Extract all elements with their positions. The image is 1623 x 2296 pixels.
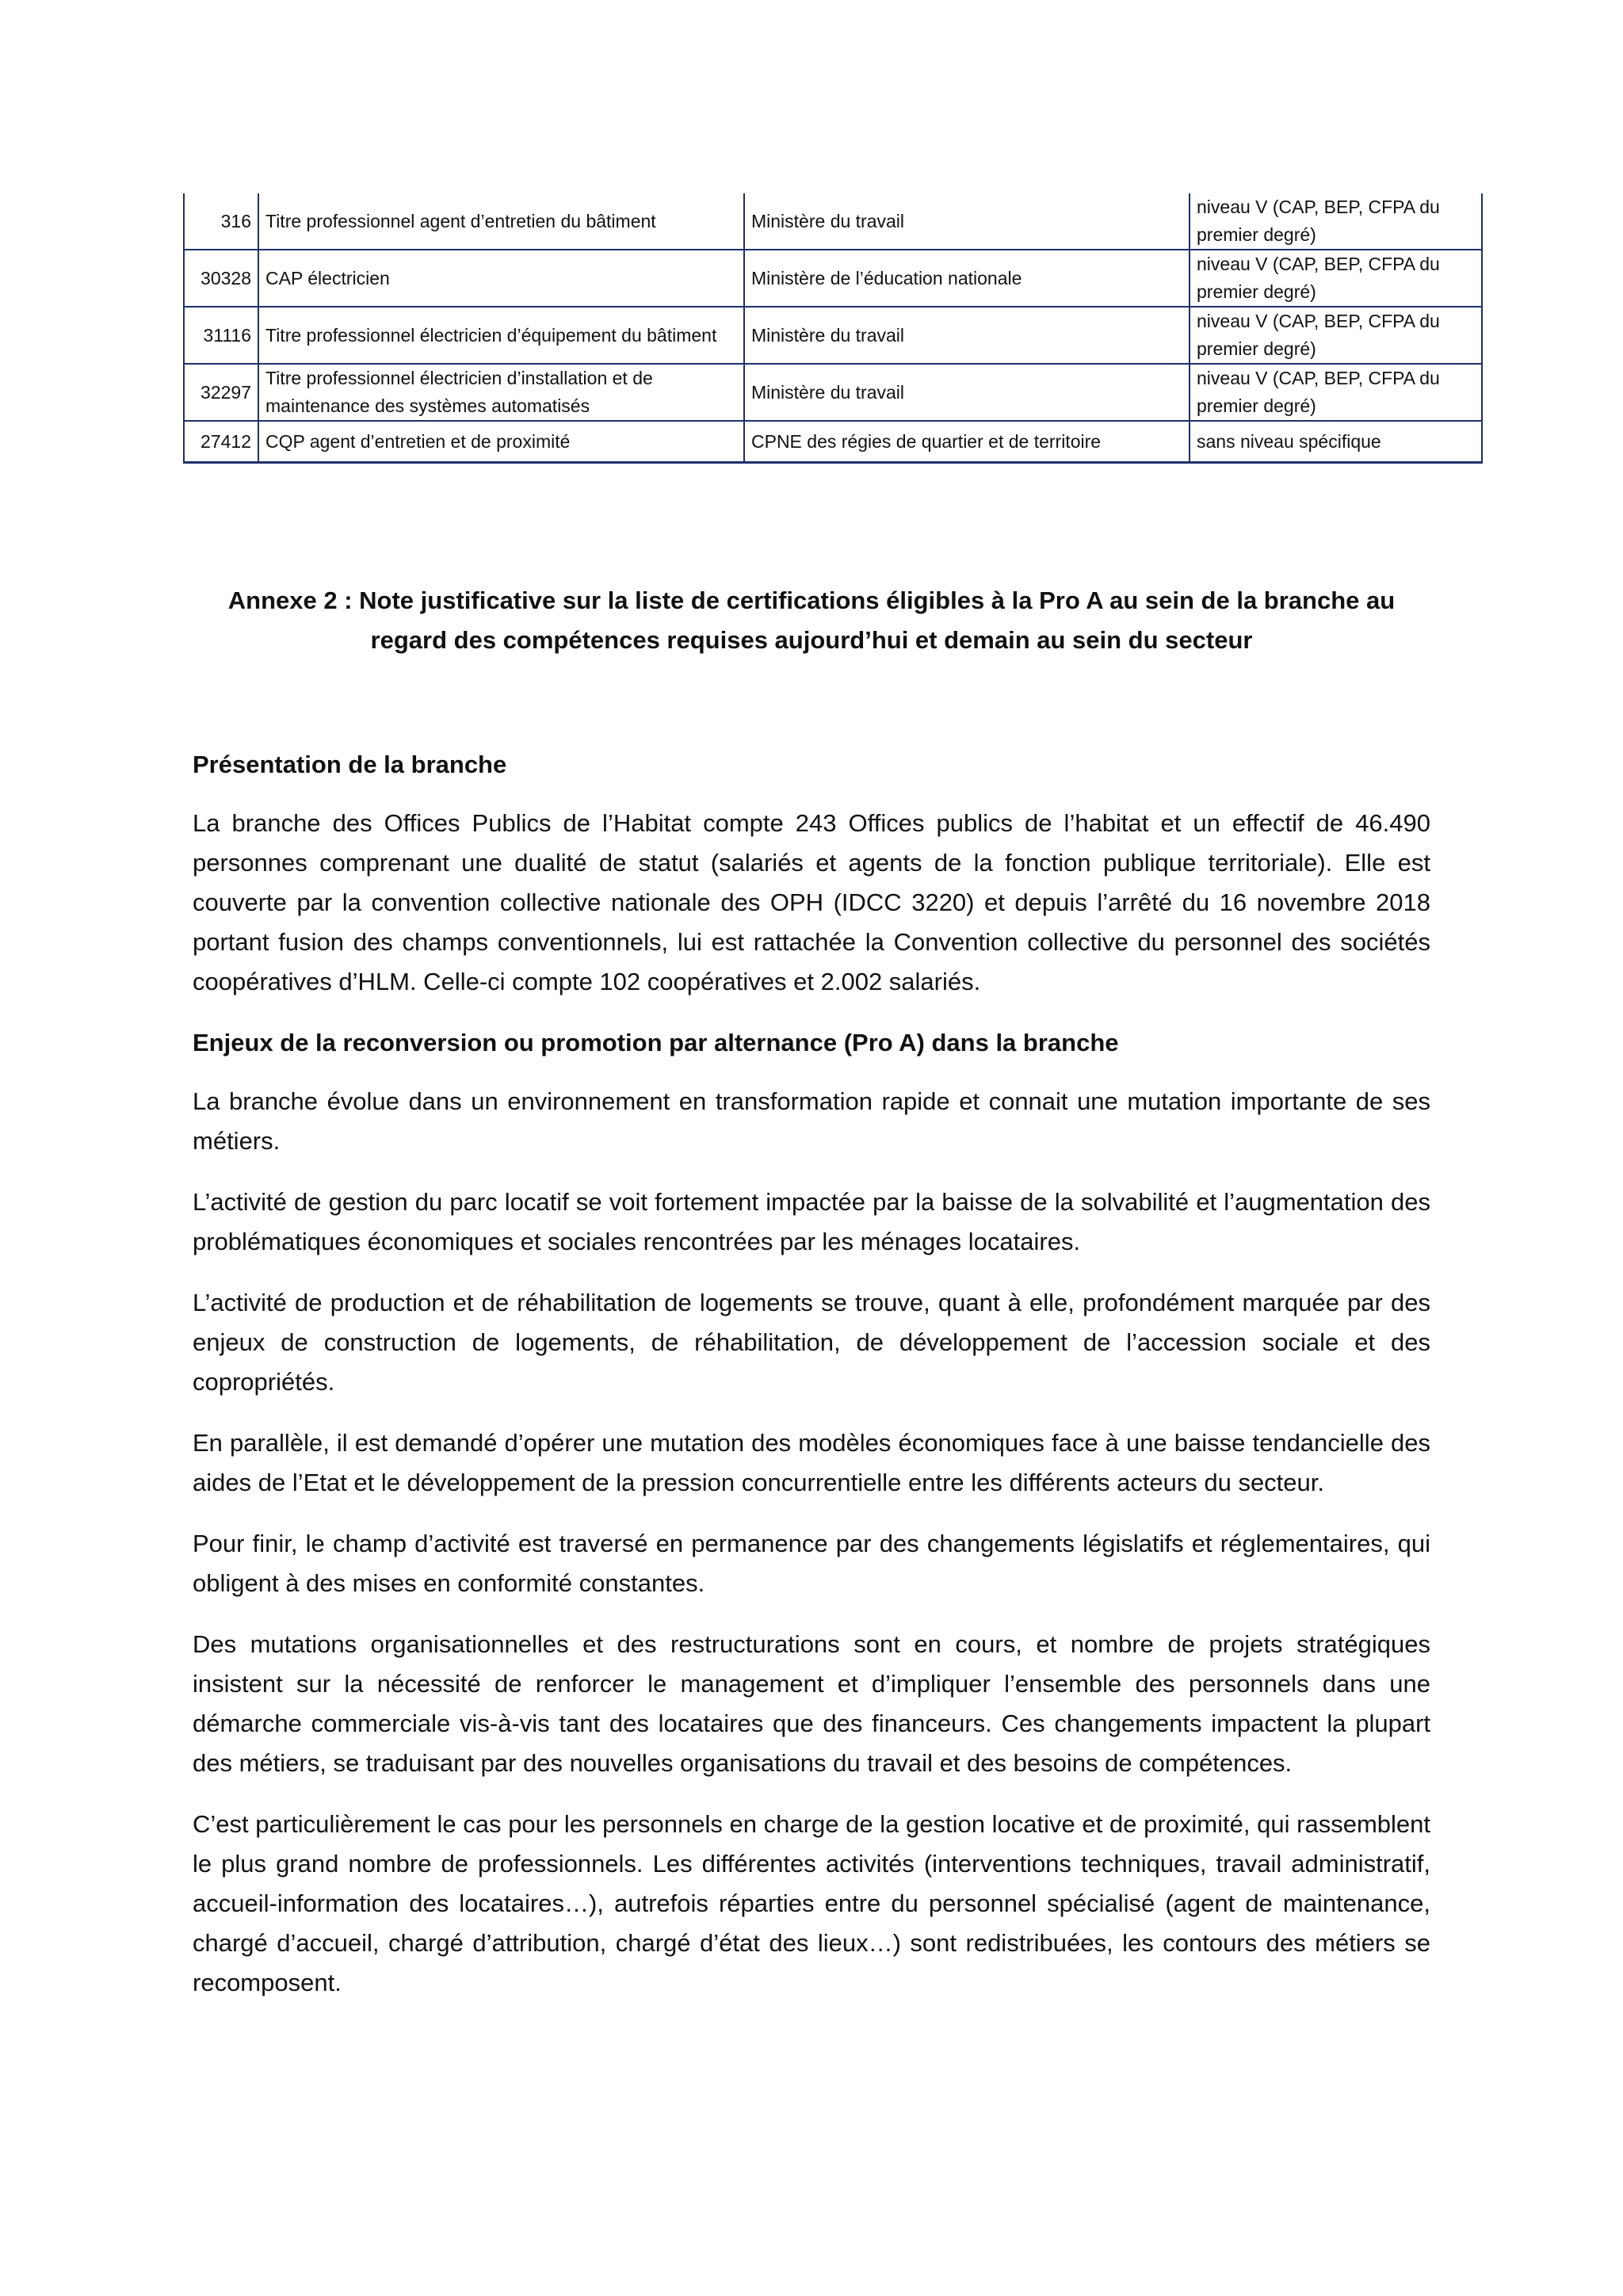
table-row	[184, 193, 1482, 250]
cert-ministry: CPNE des régies de quartier et de territoire	[744, 421, 1190, 463]
paragraph: L’activité de gestion du parc locatif se voit fortement impactée par la baisse de la solvabilité et l’augmentation des problématiques économiques et sociales rencontrées par les ménages locataires.	[193, 1188, 1430, 1255]
table-row	[184, 307, 1482, 364]
paragraph: La branche des Offices Publics de l’Habitat compte 243 Offices publics de l’habitat et un effectif de 46.490 personnes comprenant une dualité de statut (salariés et agents de la fonction publique territoriale). Elle est couverte par la convention collective nationale des OPH (IDCC 3220) et depuis l’arrêté du 16 novembre 2018 portant fusion des champs conventionnels, lui est rattachée la Convention collective du personnel des sociétés coopératives d’HLM. Celle-ci compte 102 coopératives et 2.002 salariés.	[193, 809, 1430, 995]
cert-code: 316	[184, 193, 258, 250]
cert-level: niveau V (CAP, BEP, CFPA du premier degré)	[1190, 364, 1482, 421]
cert-title: Titre professionnel agent d’entretien du bâtiment	[258, 193, 744, 250]
table-row	[184, 250, 1482, 307]
table-row	[184, 364, 1482, 421]
cert-code: 31116	[184, 307, 258, 364]
cert-title: Titre professionnel électricien d’installation et de maintenance des systèmes automatisés	[258, 364, 744, 421]
certifications-table	[183, 193, 1483, 464]
cert-title: CQP agent d’entretien et de proximité	[258, 421, 744, 463]
cert-ministry: Ministère du travail	[744, 193, 1190, 250]
annex-heading: Annexe 2 : Note justificative sur la liste de certifications éligibles à la Pro A au sein de la branche au regard des compétences requises aujourd’hui et demain au sein du secteur	[227, 586, 1396, 654]
section-title: Présentation de la branche	[193, 751, 507, 778]
cert-title: Titre professionnel électricien d’équipement du bâtiment	[258, 307, 744, 364]
paragraph: En parallèle, il est demandé d’opérer une mutation des modèles économiques face à une baisse tendancielle des aides de l’Etat et le développement de la pression concurrentielle entre les différents acteurs du secteur.	[193, 1429, 1430, 1496]
cert-level: niveau V (CAP, BEP, CFPA du premier degré)	[1190, 193, 1482, 250]
paragraph: Des mutations organisationnelles et des restructurations sont en cours, et nombre de projets stratégiques insistent sur la nécessité de renforcer le management et d’impliquer l’ensemble des personnels dans une démarche commerciale vis-à-vis tant des locataires que des financeurs. Ces changements impactent la plupart des métiers, se traduisant par des nouvelles organisations du travail et des besoins de compétences.	[193, 1630, 1430, 1777]
cert-level: sans niveau spécifique	[1190, 421, 1482, 463]
document-body	[193, 745, 1430, 2024]
cert-level: niveau V (CAP, BEP, CFPA du premier degré)	[1190, 250, 1482, 307]
table-row	[184, 421, 1482, 463]
paragraph: La branche évolue dans un environnement en transformation rapide et connait une mutation importante de ses métiers.	[193, 1087, 1430, 1155]
paragraph: Pour finir, le champ d’activité est traversé en permanence par des changements législatifs et réglementaires, qui obligent à des mises en conformité constantes.	[193, 1530, 1430, 1597]
paragraph: L’activité de production et de réhabilitation de logements se trouve, quant à elle, profondément marquée par des enjeux de construction de logements, de réhabilitation, de développement de l’accession sociale et des copropriétés.	[193, 1289, 1430, 1396]
cert-ministry: Ministère de l’éducation nationale	[744, 250, 1190, 307]
cert-ministry: Ministère du travail	[744, 307, 1190, 364]
cert-code: 32297	[184, 364, 258, 421]
cert-level: niveau V (CAP, BEP, CFPA du premier degré)	[1190, 307, 1482, 364]
cert-title: CAP électricien	[258, 250, 744, 307]
cert-code: 30328	[184, 250, 258, 307]
cert-ministry: Ministère du travail	[744, 364, 1190, 421]
cert-code: 27412	[184, 421, 258, 463]
paragraph: C’est particulièrement le cas pour les personnels en charge de la gestion locative et de proximité, qui rassemblent le plus grand nombre de professionnels. Les différentes activités (interventions techniques, travail administratif, accueil-information des locataires…), autrefois réparties entre du personnel spécialisé (agent de maintenance, chargé d’accueil, chargé d’attribution, chargé d’état des lieux…) sont redistribuées, les contours des métiers se recomposent.	[193, 1810, 1430, 1996]
section-title: Enjeux de la reconversion ou promotion par alternance (Pro A) dans la branche	[193, 1029, 1119, 1056]
